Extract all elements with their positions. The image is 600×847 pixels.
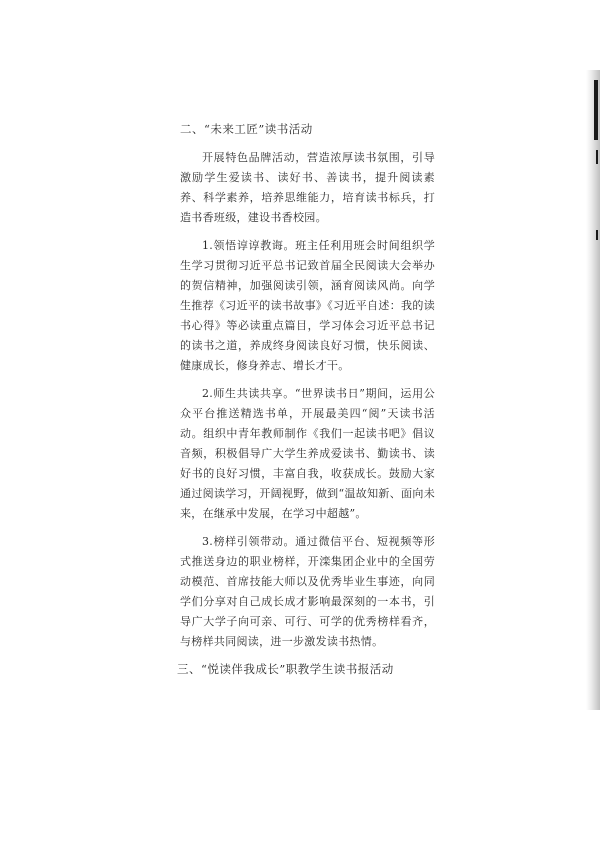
item-1-paragraph: 1.领悟谆谆教诲。班主任利用班会时间组织学生学习贯彻习近平总书记致首届全民阅读大会举办的贺信精神，加强阅读引领，涵育阅读风尚。向学生推荐《习近平的读书故事》《习近平自述：我的读书心得》等必读重点篇目，学习体会习近平总书记的读书之道，养成终身阅读良好习惯，快乐阅读、健康成长，修身养志、增长才干。 — [180, 239, 435, 372]
item-3-paragraph: 3.榜样引领带动。通过微信平台、短视频等形式推送身边的职业榜样，开滦集团企业中的全国劳动模范、首席技能大师以及优秀毕业生事迹，向同学们分享对自己成长成才影响最深刻的一本书，引导广大学子向可亲、可行、可学的优秀榜样看齐，与榜样共同阅读，进一步激发读书热情。 — [180, 535, 435, 648]
scan-shadow-edge — [586, 70, 600, 710]
scan-edge-mark — [596, 150, 598, 164]
document-page — [177, 120, 435, 688]
scan-edge-mark — [596, 230, 598, 240]
scan-edge-mark — [594, 80, 598, 140]
item-2-paragraph: 2.师生共读共享。“世界读书日”期间，运用公众平台推送精选书单，开展最美四“阅”天读书活动。组织中青年教师制作《我们一起读书吧》倡议音频，积极倡导广大学生养成爱读书、勤读书、读好书的良好习惯，丰富自我，收获成长。鼓励大家通过阅读学习，开阔视野，做到“温故知新、面向未来，在继承中发展，在学习中超越”。 — [180, 387, 435, 520]
section-2-heading: 二、“未来工匠”读书活动 — [180, 122, 313, 136]
section-3-heading: 三、“悦读伴我成长”职教学生读书报活动 — [177, 662, 394, 676]
intro-paragraph: 开展特色品牌活动，营造浓厚读书氛围，引导激励学生爱读书、读好书、善读书，提升阅读素养、科学素养，培养思维能力，培育读书标兵，打造书香班级，建设书香校园。 — [180, 151, 435, 224]
